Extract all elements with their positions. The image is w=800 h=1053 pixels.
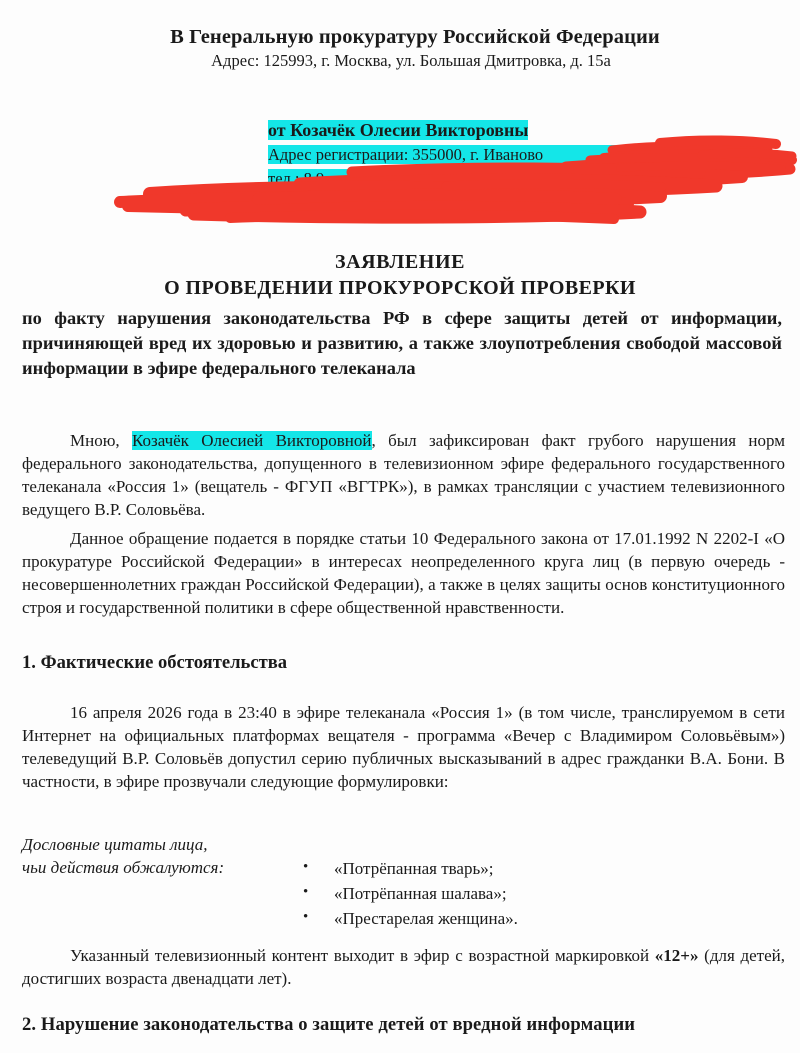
- list-item: • «Престарелая женщина».: [300, 907, 518, 932]
- applicant-phone-text: тел.: 8 9: [268, 169, 325, 189]
- applicant-block: [268, 118, 800, 191]
- age-rating-marker: «12+»: [654, 946, 699, 965]
- applicant-name: [268, 118, 800, 142]
- applicant-registration-address-tail: 12: [675, 145, 692, 165]
- age-rating-pre-text: Указанный телевизионный контент выходит в эфир с возрастной маркировкой: [70, 946, 655, 965]
- document-subtitle: по факту нарушения законодательства РФ в сфере защиты детей от информации, причиняющей вред их здоровью и развитию, а также злоупотребления свободой массовой информации в эфире федерального телеканала: [22, 308, 782, 378]
- addressee-block: [0, 26, 800, 71]
- paragraph-1-pre-text: Мною,: [70, 431, 132, 450]
- paragraph-1-post-text: , был зафиксирован факт грубого нарушения норм федерального законодательства, допущенного в телевизионном эфире федерального государственного телеканала «Россия 1» (вещатель - ФГУП «ВГТРК»), в рамках трансляции с участием телевизионного ведущего В.Р. Соловьёва.: [22, 431, 785, 519]
- section-2-heading: 2. Нарушение законодательства о защите детей от вредной информации: [22, 1014, 636, 1035]
- document-title-block: [0, 251, 800, 300]
- applicant-phone: [268, 167, 800, 191]
- section-1-heading: 1. Фактические обстоятельства: [22, 652, 288, 673]
- list-item: • «Потрёпанная шалава»;: [300, 882, 518, 907]
- paragraph-1-name-highlight: Козачёк Олесией Викторовной: [132, 431, 372, 450]
- section-1-paragraph: [22, 702, 785, 793]
- section-1-paragraph-text: 16 апреля 2026 года в 23:40 в эфире телеканала «Россия 1» (в том числе, транслируемом в сети Интернет на официальных платформах вещателя - программа «Вечер с Владимиром Соловьёвым») телеведущий В.Р. Соловьёв допустил серию публичных высказываний в адрес гражданки В.А. Бони. В частности, в эфире прозвучали следующие формулировки:: [22, 703, 785, 791]
- list-item: • «Потрёпанная тварь»;: [300, 857, 518, 882]
- document-title-line1: ЗАЯВЛЕНИЕ: [334, 251, 466, 273]
- quotes-label-line2: чьи действия обжалуются:: [22, 858, 225, 878]
- body-paragraph-2: [22, 528, 785, 619]
- quotes-label: [22, 833, 292, 880]
- addressee-address: Адрес: 125993, г. Москва, ул. Большая Дмитровка, д. 15а: [211, 50, 611, 70]
- applicant-registration-address-text: Адрес регистрации: 355000, г. Иваново: [268, 145, 544, 165]
- body-paragraph-1: [22, 430, 785, 521]
- applicant-registration-address: [268, 143, 800, 167]
- document-title-line2: О ПРОВЕДЕНИИ ПРОКУРОРСКОЙ ПРОВЕРКИ: [164, 276, 636, 299]
- age-rating-post-text: (для детей, достигших возраста двенадцати лет).: [22, 946, 785, 988]
- paragraph-2-text: Данное обращение подается в порядке статьи 10 Федерального закона от 17.01.1992 N 2202-I «О прокуратуре Российской Федерации» в интересах неопределенного круга лиц (в первую очередь - несовершеннолетних граждан Российской Федерации), а также в целях защиты основ конституционного строя и государственной политики в сфере общественной нравственности.: [22, 529, 785, 617]
- age-rating-paragraph: [22, 945, 785, 991]
- quotes-label-line1: Дословные цитаты лица,: [22, 835, 208, 854]
- addressee-organization: В Генеральную прокуратуру Российской Федерации: [170, 26, 660, 48]
- quotes-list: [300, 857, 518, 932]
- applicant-name-highlight: от Козачёк Олесии Викторовны: [268, 120, 529, 140]
